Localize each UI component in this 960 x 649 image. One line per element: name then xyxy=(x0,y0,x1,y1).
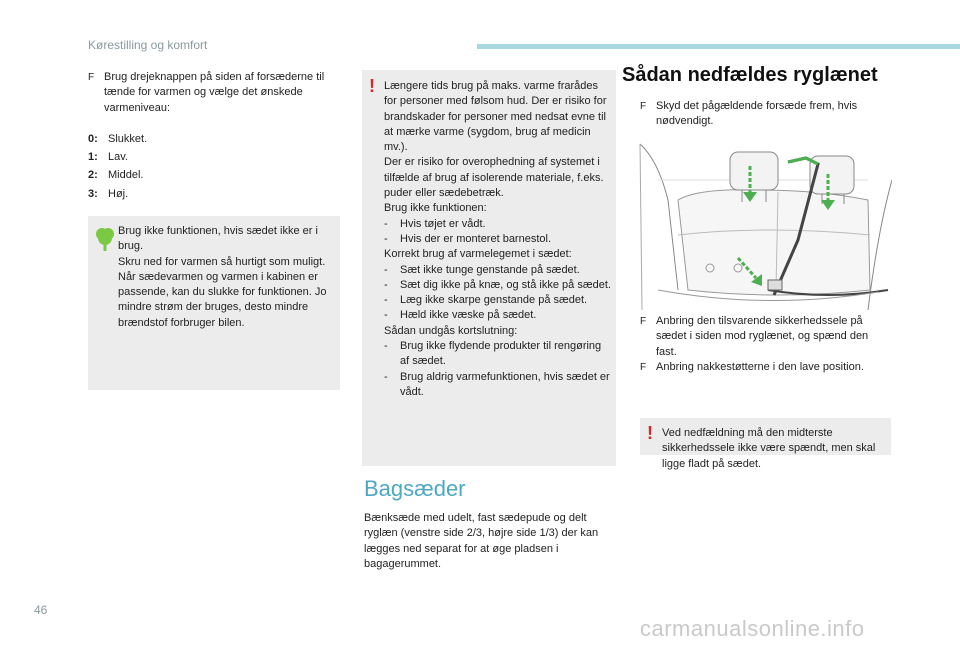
eco-info-text xyxy=(118,224,340,331)
warning-intro-2: Der er risiko for overophedning af systemet i tilfælde af brug af isolerende materiale, f.eks. puder eller sædebetræk. xyxy=(384,156,604,200)
bullet-symbol: F xyxy=(640,101,647,112)
warning-icon: ! xyxy=(369,76,375,96)
fold-step-text: Skyd det pågældende forsæde frem, hvis nødvendigt. xyxy=(656,100,858,128)
dash-symbol: - xyxy=(384,340,388,353)
list-item-text: Hvis der er monteret barnestol. xyxy=(400,232,552,245)
level-row xyxy=(88,150,340,165)
level-key: 2: xyxy=(88,169,98,182)
header-title: Kørestilling og komfort xyxy=(88,38,208,52)
warning-icon: ! xyxy=(647,423,653,443)
correct-use-title: Korrekt brug af varmelegemet i sædet: xyxy=(384,248,572,261)
level-row xyxy=(88,168,340,183)
level-label: Lav. xyxy=(108,151,128,164)
bullet-symbol: F xyxy=(88,72,95,83)
list-item xyxy=(384,339,612,370)
bullet-item xyxy=(640,99,890,130)
bullet-symbol: F xyxy=(640,361,647,373)
level-label: Høj. xyxy=(108,187,129,200)
list-item xyxy=(384,370,612,401)
rear-seats-text: Bænksæde med udelt, fast sædepude og delt ryglæn (venstre side 2/3, højre side 1/3) der kan lægges ned separat for at øge pladsen i bagagerummet. xyxy=(364,512,599,570)
dash-symbol: - xyxy=(384,232,388,245)
fold-backrest-heading: Sådan nedfældes ryglænet xyxy=(622,64,878,86)
list-item-text: Læg ikke skarpe genstande på sædet. xyxy=(400,294,588,307)
watermark: carmanualsonline.info xyxy=(640,616,865,641)
list-item xyxy=(384,278,612,293)
level-label: Middel. xyxy=(108,169,144,182)
heating-warning-box xyxy=(362,70,616,466)
fold-step-list xyxy=(640,99,890,130)
dash-symbol: - xyxy=(384,294,388,307)
eco-info-line: Skru ned for varmen så hurtigt som muligt. xyxy=(118,255,326,268)
list-item-text: Brug aldrig varmefunktionen, hvis sædet er vådt. xyxy=(400,370,610,398)
dash-symbol: - xyxy=(384,370,388,383)
fold-step-list xyxy=(640,314,890,375)
dash-symbol: - xyxy=(384,309,388,322)
list-item-text: Hvis tøjet er vådt. xyxy=(400,217,486,230)
dash-symbol: - xyxy=(384,217,388,230)
heating-levels xyxy=(88,132,340,202)
list-item xyxy=(384,308,612,323)
level-key: 3: xyxy=(88,187,98,200)
header-bar xyxy=(477,44,960,49)
rear-seat-illustration xyxy=(638,140,892,312)
level-row xyxy=(88,132,340,147)
fold-step-text: Anbring den tilsvarende sikkerhedssele på sædet i siden mod ryglænet, og spænd den fast. xyxy=(656,315,869,358)
level-label: Slukket. xyxy=(108,132,148,145)
eco-info-line: Når sædevarmen og varmen i kabinen er passende, kan du slukke for funktionen. Jo mindre strøm der bruges, desto mindre brændstof forbruger bilen. xyxy=(118,270,327,329)
no-use-title: Brug ikke funktionen: xyxy=(384,202,487,215)
warning-intro: Længere tids brug på maks. varme frarådes for personer med følsom hud. Der er risiko for brandskader for personer med nedsat evne til at mærke varme (sygdom, brug af medicin mv.). xyxy=(384,80,607,154)
list-item-text: Sæt ikke tunge genstande på sædet. xyxy=(400,263,580,276)
eco-info-line: Brug ikke funktionen, hvis sædet ikke er i brug. xyxy=(118,225,318,253)
list-item-text: Sæt dig ikke på knæ, og stå ikke på sædet. xyxy=(400,278,611,291)
page-number: 46 xyxy=(34,603,48,617)
level-key: 0: xyxy=(88,132,98,145)
dash-symbol: - xyxy=(384,263,388,276)
eco-tree-icon xyxy=(94,226,116,252)
list-item xyxy=(384,232,612,247)
fold-step-text: Anbring nakkestøtterne i den lave position. xyxy=(656,360,864,373)
dash-symbol: - xyxy=(384,278,388,291)
list-item-text: Brug ikke flydende produkter til rengøring af sædet. xyxy=(400,340,602,368)
list-item xyxy=(384,217,612,232)
bullet-item xyxy=(640,360,890,375)
bullet-symbol: F xyxy=(640,316,647,327)
warning-text xyxy=(384,79,612,400)
seat-heating-section xyxy=(88,70,340,205)
bullet-item xyxy=(88,70,340,116)
list-item-text: Hæld ikke væske på sædet. xyxy=(400,309,537,322)
bullet-item xyxy=(640,314,890,360)
level-row xyxy=(88,187,340,202)
eco-info-box xyxy=(88,216,340,390)
heating-intro: Brug drejeknappen på siden af forsæderne til tænde for varmen og vælge det ønskede varmeniveau: xyxy=(104,71,325,114)
short-circuit-title: Sådan undgås kortslutning: xyxy=(384,324,518,337)
level-key: 1: xyxy=(88,151,98,164)
list-item xyxy=(384,263,612,278)
list-item xyxy=(384,293,612,308)
fold-warning-box xyxy=(640,418,891,470)
rear-seats-heading: Bagsæder xyxy=(364,476,466,501)
fold-warning-text: Ved nedfældning må den midterste sikkerhedssele ikke være spændt, men skal ligge fladt på sædet. xyxy=(662,427,876,470)
